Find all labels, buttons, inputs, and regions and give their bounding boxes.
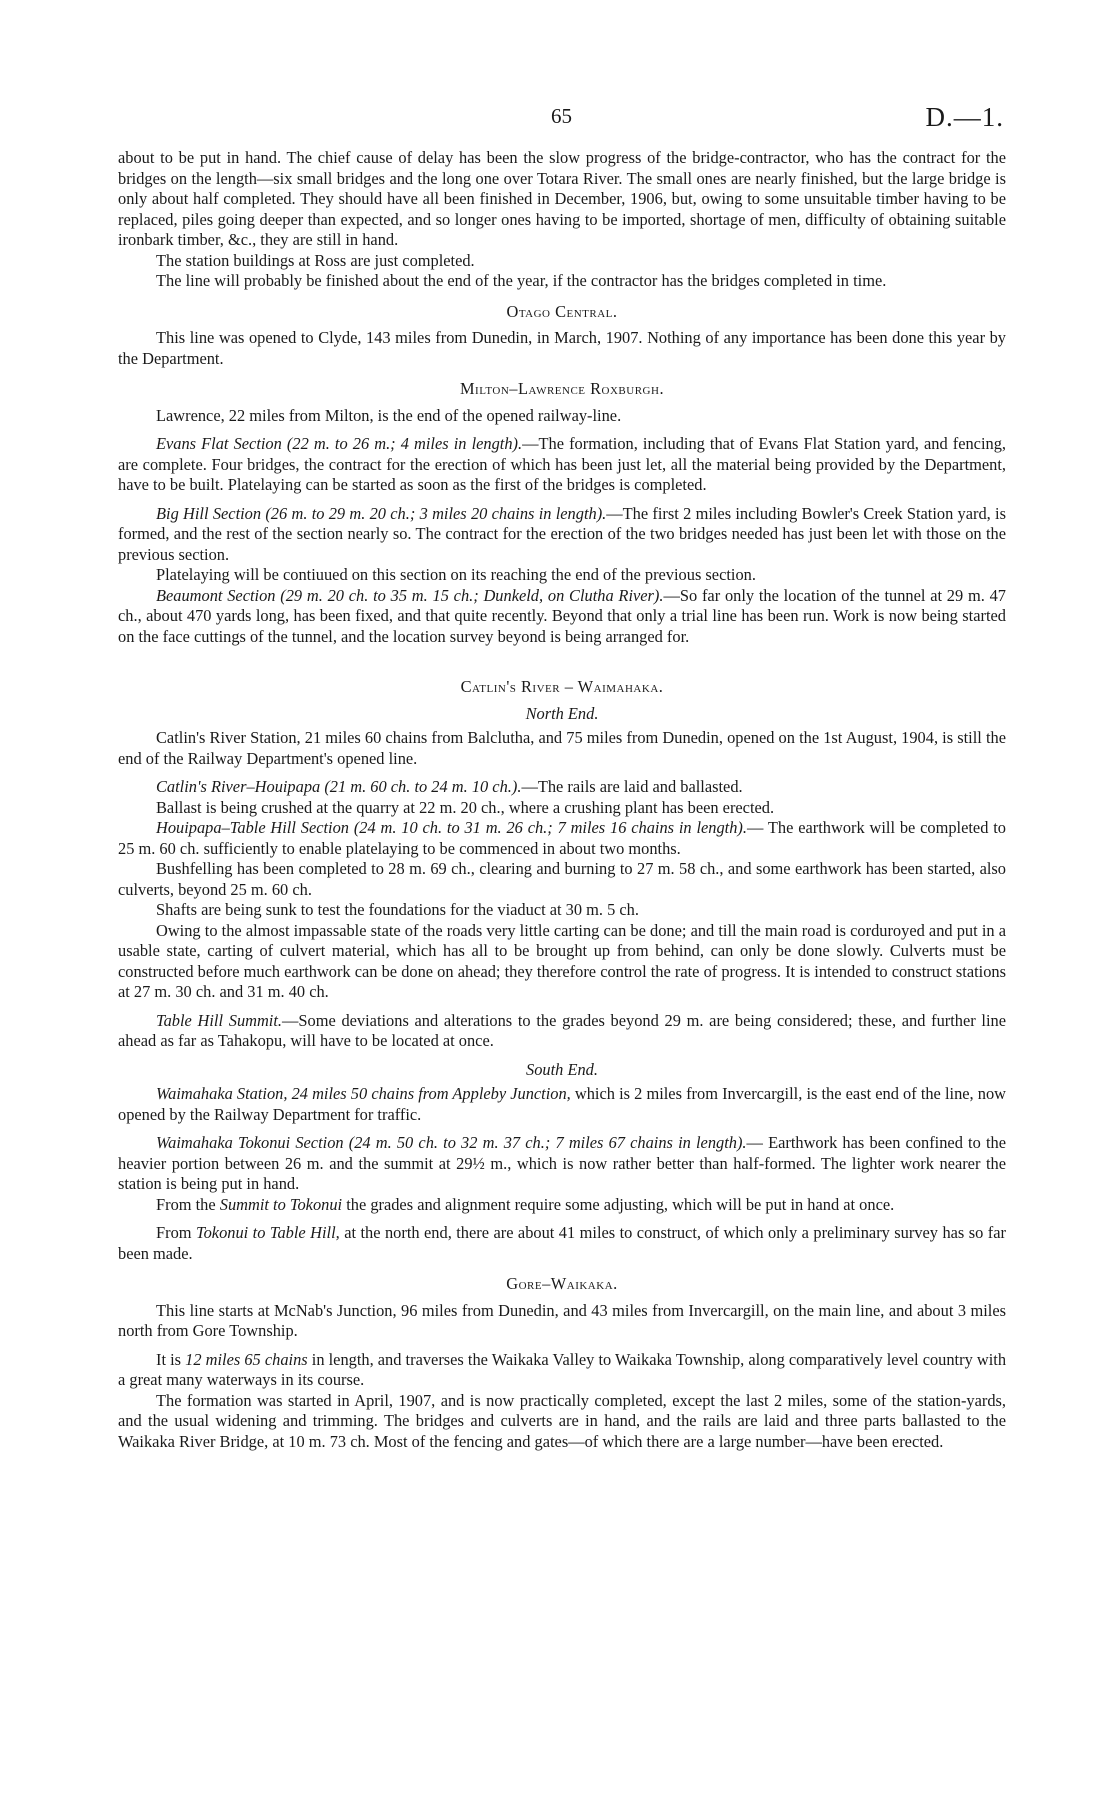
text: From the: [156, 1194, 220, 1214]
page-number: 65: [551, 104, 572, 128]
paragraph: [118, 1223, 1006, 1264]
paragraph: Catlin's River Station, 21 miles 60 chains from Balclutha, and 75 miles from Dunedin, opened on the 1st August, 1904, is still the end of the Railway Department's opened line.: [118, 728, 1006, 768]
paragraph: Ballast is being crushed at the quarry at 22 m. 20 ch., where a crushing plant has been erected.: [156, 797, 775, 817]
paragraph: [118, 1011, 1006, 1052]
document-id: D.—1.: [925, 102, 1004, 132]
subsection-heading: South End.: [526, 1059, 598, 1079]
paragraph: The station buildings at Ross are just completed.: [156, 250, 475, 270]
italic-text: Catlin's River–Houipapa (21 m. 60 ch. to 24 m. 10 ch.).: [156, 777, 522, 796]
text: which is 2 miles from Invercargill, is the east end of the line, now opened by the Railway Department for traffic.: [118, 1084, 1006, 1124]
paragraph: This line was opened to Clyde, 143 miles from Dunedin, in March, 1907. Nothing of any importance has been done this year by the Department.: [118, 328, 1006, 368]
paragraph: Lawrence, 22 miles from Milton, is the end of the opened railway-line.: [156, 405, 622, 425]
paragraph: [118, 434, 1006, 496]
paragraph: [118, 1133, 1006, 1195]
text: It is: [156, 1349, 186, 1369]
section-heading: Gore–Waikaka.: [506, 1274, 618, 1293]
section-heading: Milton–Lawrence Roxburgh.: [459, 379, 665, 398]
italic-text: Big Hill Section (26 m. to 29 m. 20 ch.; 3 miles 20 chains in length).: [156, 503, 607, 523]
text: at the north end, there are about 41 miles to construct, of which only a preliminary survey has so far been made.: [118, 1223, 1006, 1263]
text: —So far only the location of the tunnel at 29 m. 47 ch., about 470 yards long, has been fixed, and that quite recently. Beyond that only a trial line has been run. Work is now being started on the face cuttings of the tunnel, and the location survey beyond is being arranged for.: [118, 585, 1006, 646]
text: —The rails are laid and ballasted.: [521, 777, 743, 796]
paragraph: The formation was started in April, 1907, and is now practically completed, except the last 2 miles, some of the station-yards, and the usual widening and trimming. The bridges and culverts are in hand, and the rails are laid and three parts ballasted to the Waikaka River Bridge, at 10 m. 73 ch. Most of the fencing and gates—of which there are a large number—have been erected.: [118, 1390, 1006, 1451]
text: — The earthwork will be completed to 25 m. 60 ch. sufficiently to enable platelaying to be commenced in about two months.: [118, 818, 1006, 858]
italic-text: Beaumont Section (29 m. 20 ch. to 35 m. 15 ch.; Dunkeld, on Clutha River).: [156, 585, 664, 605]
subsection-heading: North End.: [525, 703, 599, 723]
text: in length, and traverses the Waikaka Valley to Waikaka Township, along comparatively level country with a great many waterways in its course.: [118, 1349, 1007, 1389]
paragraph: Platelaying will be contiuued on this section on its reaching the end of the previous section.: [156, 565, 756, 584]
section-heading: Catlin's River – Waimahaka.: [460, 677, 664, 696]
section-heading: Otago Central.: [506, 301, 618, 321]
paragraph: about to be put in hand. The chief cause of delay has been the slow progress of the bridge-contractor, who has the contract for the bridges on the length—six small bridges and the long one over Totara River. The small ones are nearly finished, but the large bridge is only about half completed. They should have all been finished in December, 1906, but, owing to some unsuitable timber having to be replaced, piles going deeper than expected, and so longer ones having to be imported, shortage of men, difficulty of obtaining suitable ironbark timber, &c., they are still in hand.: [118, 148, 1006, 249]
paragraph: The line will probably be finished about the end of the year, if the contractor has the bridges completed in time.: [156, 271, 887, 290]
paragraph: This line starts at McNab's Junction, 96 miles from Dunedin, and 43 miles from Invercargill, on the main line, and about 3 miles north from Gore Township.: [118, 1300, 1006, 1340]
text: the grades and alignment require some adjusting, which will be put in hand at once.: [342, 1194, 895, 1214]
paragraph: [118, 1350, 1006, 1391]
paragraph: [118, 818, 1006, 859]
italic-text: Tokonui to Table Hill,: [195, 1223, 340, 1242]
italic-text: Table Hill Summit.: [156, 1010, 283, 1030]
italic-text: Waimahaka Station, 24 miles 50 chains from Appleby Junction,: [156, 1084, 571, 1103]
paragraph: [118, 1195, 1006, 1216]
paragraph: Shafts are being sunk to test the foundations for the viaduct at 30 m. 5 ch.: [156, 900, 639, 919]
paragraph: Bushfelling has been completed to 28 m. 69 ch., clearing and burning to 27 m. 58 ch., and some earthwork has been started, also culverts, beyond 25 m. 60 ch.: [118, 859, 1006, 899]
paragraph: [118, 777, 1006, 798]
paragraph: [118, 1084, 1006, 1125]
text: —The first 2 miles including Bowler's Creek Station yard, is formed, and the rest of the section nearly so. The contract for the erection of the two bridges needed has just been let with those on the previous section.: [118, 503, 1006, 564]
paragraph: [118, 586, 1006, 648]
document-body: [118, 148, 1006, 1452]
text: — Earthwork has been confined to the heavier portion between 26 m. and the summit at 29½ m., which is now rather better than half-formed. The lighter work nearer the station is being put in hand.: [118, 1133, 1006, 1193]
text: —The formation, including that of Evans Flat Station yard, and fencing, are complete. Four bridges, the contract for the erection of which has been just let, all the material being provided by the Department, have to be built. Platelaying can be started as soon as the first of the bridges is completed.: [118, 434, 1006, 494]
italic-text: Waimahaka Tokonui Section (24 m. 50 ch. to 32 m. 37 ch.; 7 miles 67 chains in length).: [156, 1133, 747, 1152]
italic-text: 12 miles 65 chains: [185, 1349, 308, 1369]
italic-text: Evans Flat Section (22 m. to 26 m.; 4 miles in length).: [156, 434, 523, 453]
paragraph: [118, 504, 1006, 566]
paragraph: Owing to the almost impassable state of the roads very little carting can be done; and till the main road is corduroyed and put in a usable state, carting of culvert material, which has all to be brought up from behind, can only be done slowly. Culverts must be constructed before much earthwork can be done on ahead; they therefore control the rate of progress. It is intended to construct stations at 27 m. 30 ch. and 31 m. 40 ch.: [118, 920, 1006, 1001]
text: From: [156, 1223, 196, 1242]
text: —Some deviations and alterations to the grades beyond 29 m. are being considered; these, and further line ahead as far as Tahakopu, will have to be located at once.: [118, 1010, 1006, 1050]
italic-text: Summit to Tokonui: [219, 1194, 343, 1214]
italic-text: Houipapa–Table Hill Section (24 m. 10 ch. to 31 m. 26 ch.; 7 miles 16 chains in length).: [156, 818, 747, 837]
